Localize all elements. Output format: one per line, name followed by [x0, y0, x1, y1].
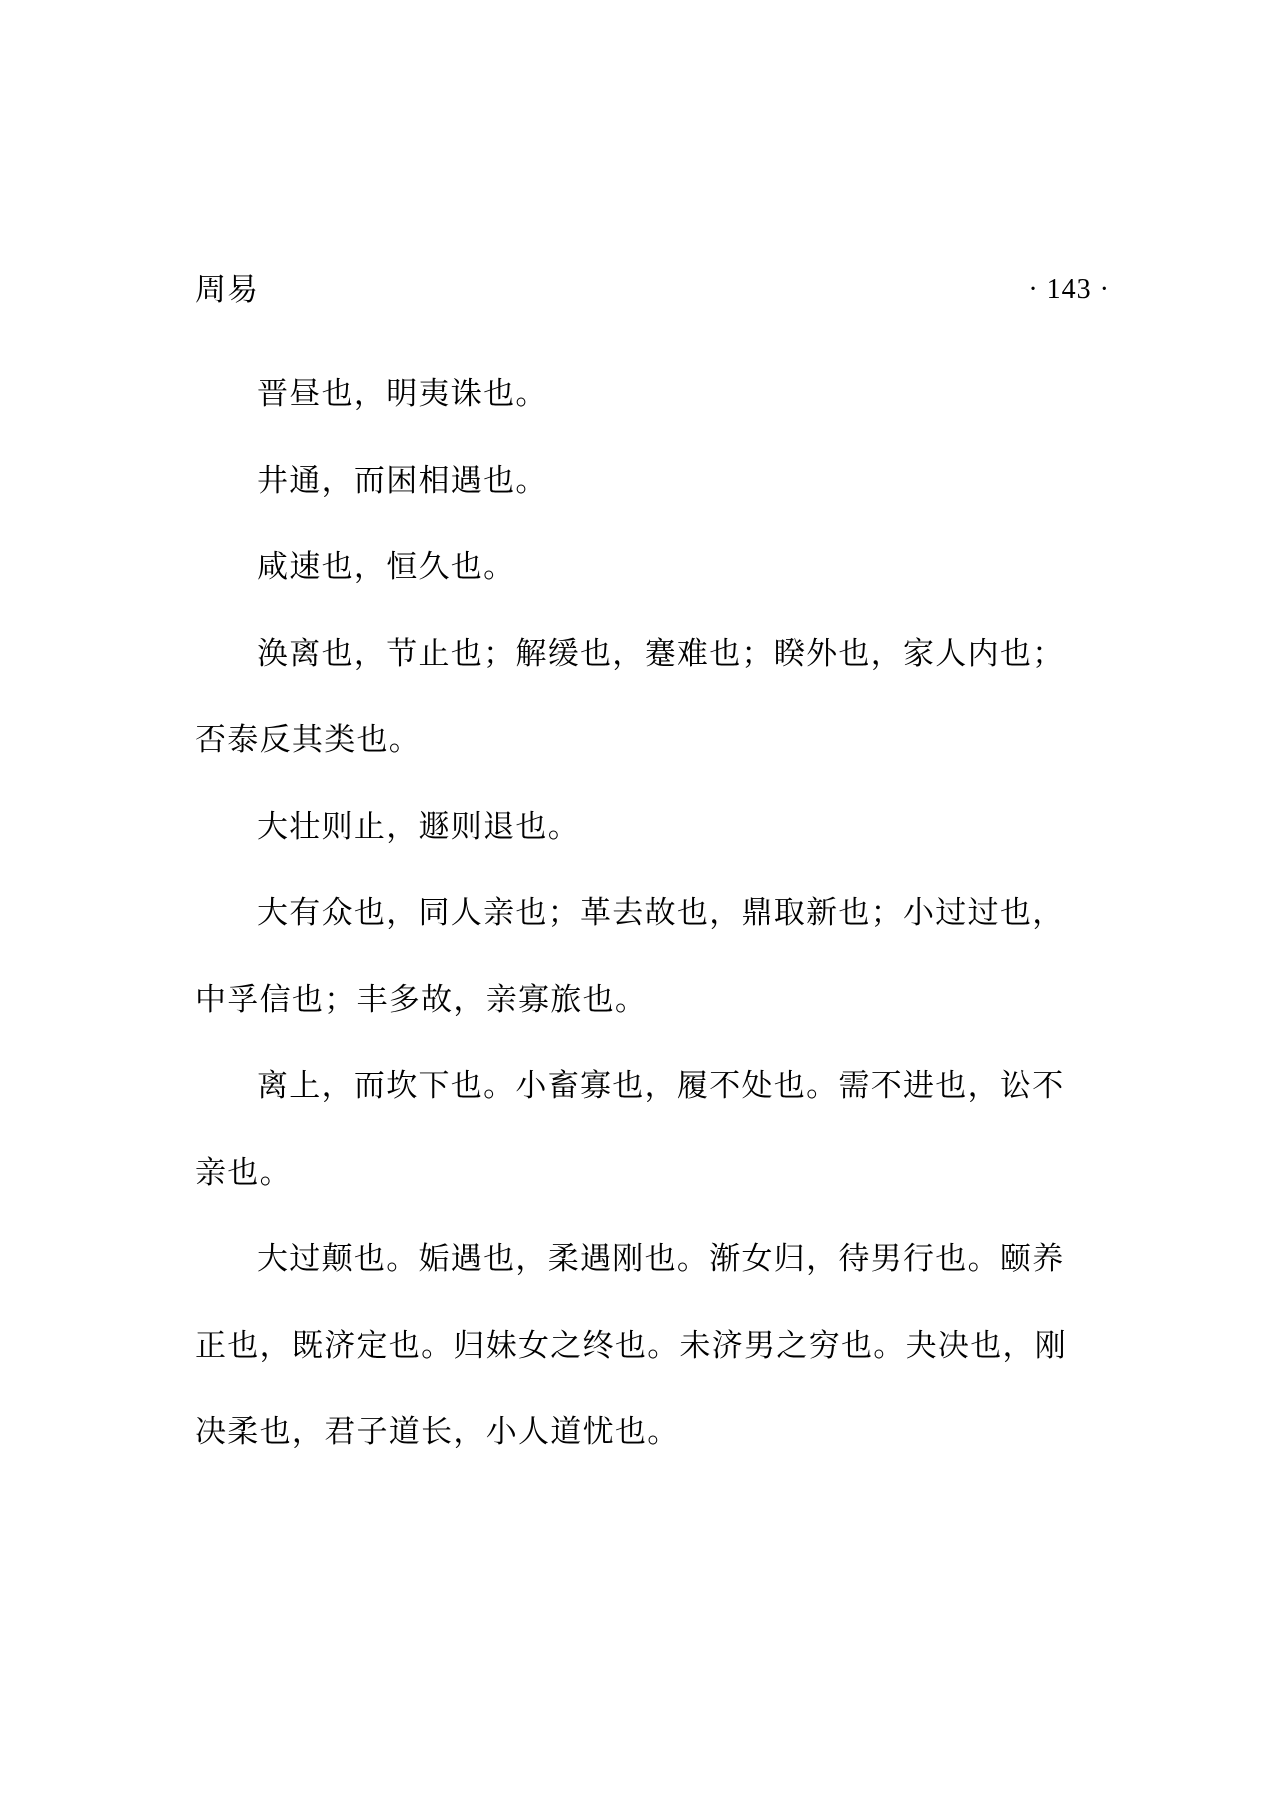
paragraph-2: 井通，而困相遇也。 [257, 462, 548, 499]
paragraph-1: 晋昼也，明夷诛也。 [257, 376, 548, 412]
page-number: · 143 · [1028, 274, 1110, 305]
running-header [195, 268, 1110, 312]
paragraph-6: 大有众也，同人亲也；革去故也，鼎取新也；小过过也，中孚信也；丰多故，亲寡旅也。 [195, 895, 1065, 1018]
paragraph-5: 大壮则止，遯则退也。 [257, 808, 580, 845]
paragraph-3: 咸速也，恒久也。 [257, 549, 516, 585]
header-title: 周易 [195, 272, 259, 308]
body-text [195, 351, 1095, 1476]
paragraph-4: 涣离也，节止也；解缓也，蹇难也；睽外也，家人内也；否泰反其类也。 [195, 635, 1065, 758]
paragraph-7: 离上，而坎下也。小畜寡也，履不处也。需不进也，讼不亲也。 [195, 1068, 1065, 1191]
paragraph-8: 大过颠也。姤遇也，柔遇刚也。渐女归，待男行也。颐养正也，既济定也。归妹女之终也。未济男之穷也。夬决也，刚决柔也，君子道长，小人道忧也。 [195, 1241, 1068, 1450]
